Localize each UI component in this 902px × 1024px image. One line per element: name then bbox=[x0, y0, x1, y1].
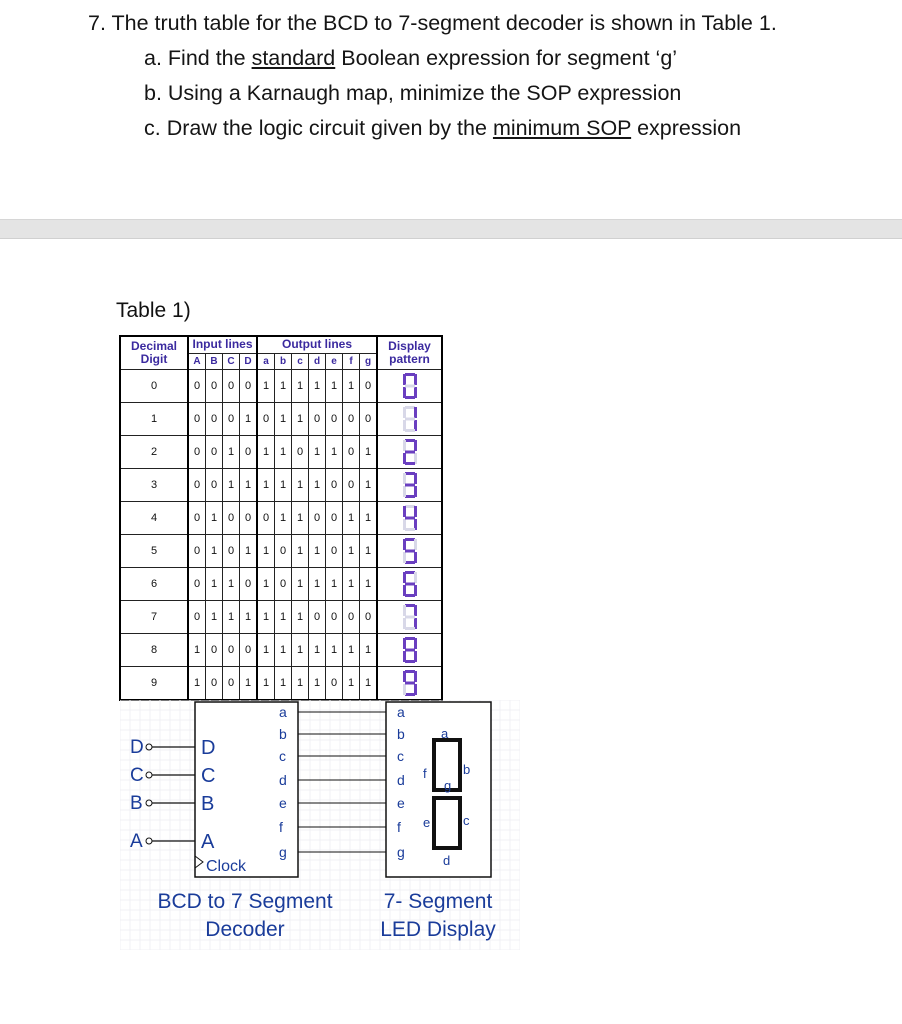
input-cell: 0 bbox=[223, 403, 240, 436]
segment-f bbox=[403, 671, 406, 682]
output-cell: 1 bbox=[326, 568, 343, 601]
decoder-output-label: a bbox=[279, 704, 287, 720]
display-pattern-cell bbox=[377, 568, 442, 601]
output-cell: 1 bbox=[257, 370, 275, 403]
segment-a bbox=[405, 670, 415, 673]
pattern-header: pattern bbox=[389, 352, 430, 366]
segment-label-f: f bbox=[423, 766, 427, 781]
input-header-c: C bbox=[223, 353, 240, 369]
segment-a bbox=[405, 538, 415, 541]
input-cell: 1 bbox=[223, 601, 240, 634]
segment-f bbox=[403, 572, 406, 583]
segment-b bbox=[414, 605, 417, 616]
segment-f bbox=[403, 506, 406, 517]
segment-d bbox=[405, 429, 415, 432]
output-cell: 1 bbox=[257, 568, 275, 601]
output-header-a: a bbox=[257, 353, 275, 369]
display-segment-lower bbox=[434, 798, 460, 848]
input-cell: 0 bbox=[206, 370, 223, 403]
decimal-digit-cell: 2 bbox=[120, 436, 188, 469]
section-divider bbox=[0, 219, 902, 239]
display-pattern-cell bbox=[377, 634, 442, 667]
segment-b bbox=[414, 440, 417, 451]
segment-d bbox=[405, 495, 415, 498]
input-pin-circle bbox=[146, 772, 152, 778]
input-cell: 0 bbox=[188, 535, 206, 568]
segment-label-b: b bbox=[463, 762, 471, 777]
display-pattern-cell bbox=[377, 502, 442, 535]
segment-f bbox=[403, 638, 406, 649]
input-cell: 1 bbox=[188, 667, 206, 701]
table-row bbox=[120, 601, 442, 634]
output-lines-header: Output lines bbox=[257, 336, 377, 353]
decoder-output-label: b bbox=[279, 726, 287, 742]
segment-b bbox=[414, 407, 417, 418]
decimal-header: Decimal bbox=[130, 339, 178, 353]
output-cell: 0 bbox=[343, 403, 360, 436]
decimal-digit-cell: 5 bbox=[120, 535, 188, 568]
display-input-label: e bbox=[397, 795, 405, 811]
clock-label: Clock bbox=[206, 858, 247, 875]
output-cell: 0 bbox=[326, 403, 343, 436]
segment-label-c: c bbox=[463, 813, 470, 828]
segment-d bbox=[405, 660, 415, 663]
question-part-a bbox=[88, 41, 777, 76]
segment-e bbox=[403, 684, 406, 695]
table-row bbox=[120, 568, 442, 601]
output-cell: 1 bbox=[309, 634, 326, 667]
output-cell: 1 bbox=[360, 667, 378, 701]
output-cell: 0 bbox=[360, 601, 378, 634]
output-cell: 0 bbox=[326, 469, 343, 502]
decoder-diagram-svg bbox=[120, 700, 520, 950]
input-cell: 0 bbox=[223, 634, 240, 667]
seven-segment-icon bbox=[403, 406, 417, 432]
segment-g bbox=[405, 649, 415, 652]
input-cell: 0 bbox=[188, 403, 206, 436]
display-input-label: d bbox=[397, 772, 405, 788]
output-cell: 1 bbox=[257, 601, 275, 634]
display-input-label: g bbox=[397, 844, 405, 860]
output-cell: 1 bbox=[292, 403, 309, 436]
segment-label-g: g bbox=[444, 778, 452, 793]
segment-a bbox=[405, 505, 415, 508]
seven-segment-icon bbox=[403, 571, 417, 597]
input-pin-label: D bbox=[130, 737, 144, 758]
output-cell: 1 bbox=[360, 634, 378, 667]
output-cell: 0 bbox=[309, 601, 326, 634]
input-cell: 1 bbox=[240, 535, 258, 568]
output-header-f: f bbox=[343, 353, 360, 369]
table-row bbox=[120, 634, 442, 667]
segment-f bbox=[403, 605, 406, 616]
output-cell: 1 bbox=[257, 436, 275, 469]
display-input-label: a bbox=[397, 704, 405, 720]
output-cell: 1 bbox=[275, 601, 292, 634]
decimal-digit-cell: 9 bbox=[120, 667, 188, 701]
output-cell: 1 bbox=[309, 535, 326, 568]
display-input-label: b bbox=[397, 726, 405, 742]
input-cell: 1 bbox=[240, 403, 258, 436]
output-cell: 1 bbox=[326, 370, 343, 403]
display-caption-line1: 7- Segment bbox=[383, 890, 493, 913]
decoder-caption-line2: Decoder bbox=[205, 918, 285, 941]
seven-segment-icon bbox=[403, 439, 417, 465]
segment-b bbox=[414, 539, 417, 550]
segment-a bbox=[405, 637, 415, 640]
segment-d bbox=[405, 396, 415, 399]
output-cell: 0 bbox=[257, 403, 275, 436]
segment-e bbox=[403, 486, 406, 497]
segment-a bbox=[405, 472, 415, 475]
table-row bbox=[120, 469, 442, 502]
input-cell: 0 bbox=[223, 667, 240, 701]
segment-b bbox=[414, 572, 417, 583]
input-pin-circle bbox=[146, 838, 152, 844]
output-cell: 1 bbox=[275, 634, 292, 667]
output-cell: 1 bbox=[343, 370, 360, 403]
decoder-output-label: f bbox=[279, 819, 283, 835]
output-cell: 1 bbox=[257, 634, 275, 667]
output-cell: 0 bbox=[360, 403, 378, 436]
output-cell: 1 bbox=[257, 535, 275, 568]
segment-e bbox=[403, 519, 406, 530]
segment-g bbox=[405, 550, 415, 553]
output-cell: 1 bbox=[309, 436, 326, 469]
input-cell: 1 bbox=[188, 634, 206, 667]
table-row bbox=[120, 370, 442, 403]
decoder-caption-line1: BCD to 7 Segment bbox=[157, 890, 333, 913]
segment-d bbox=[405, 594, 415, 597]
display-pattern-cell bbox=[377, 601, 442, 634]
output-cell: 1 bbox=[275, 502, 292, 535]
segment-g bbox=[405, 418, 415, 421]
output-cell: 1 bbox=[292, 502, 309, 535]
segment-e bbox=[403, 420, 406, 431]
output-cell: 1 bbox=[309, 370, 326, 403]
decimal-digit-cell: 8 bbox=[120, 634, 188, 667]
table-row bbox=[120, 436, 442, 469]
segment-f bbox=[403, 407, 406, 418]
digit-header: Digit bbox=[140, 352, 168, 366]
input-cell: 1 bbox=[223, 568, 240, 601]
display-pattern-cell bbox=[377, 403, 442, 436]
output-cell: 0 bbox=[343, 469, 360, 502]
output-cell: 1 bbox=[292, 370, 309, 403]
input-pin-label: A bbox=[130, 831, 143, 852]
output-cell: 1 bbox=[360, 469, 378, 502]
output-cell: 1 bbox=[275, 469, 292, 502]
seven-segment-icon bbox=[403, 637, 417, 663]
output-cell: 1 bbox=[360, 436, 378, 469]
part-c-prefix: c. Draw the logic circuit given by the bbox=[144, 116, 493, 140]
output-cell: 0 bbox=[360, 370, 378, 403]
output-cell: 0 bbox=[343, 601, 360, 634]
output-cell: 1 bbox=[292, 535, 309, 568]
output-cell: 1 bbox=[257, 469, 275, 502]
decimal-digit-header bbox=[120, 336, 188, 370]
decimal-digit-cell: 7 bbox=[120, 601, 188, 634]
input-header-a: A bbox=[188, 353, 206, 369]
output-cell: 1 bbox=[292, 601, 309, 634]
input-cell: 0 bbox=[240, 436, 258, 469]
output-cell: 0 bbox=[275, 535, 292, 568]
output-cell: 0 bbox=[343, 436, 360, 469]
output-header-d: d bbox=[309, 353, 326, 369]
input-cell: 0 bbox=[240, 634, 258, 667]
question-part-b: b. Using a Karnaugh map, minimize the SOP expression bbox=[144, 81, 682, 105]
segment-a bbox=[405, 604, 415, 607]
input-cell: 0 bbox=[223, 370, 240, 403]
input-cell: 0 bbox=[188, 568, 206, 601]
segment-label-a: a bbox=[441, 726, 449, 741]
segment-g bbox=[405, 616, 415, 619]
input-pin-label: C bbox=[130, 765, 144, 786]
output-cell: 1 bbox=[309, 469, 326, 502]
output-cell: 1 bbox=[275, 403, 292, 436]
segment-b bbox=[414, 506, 417, 517]
output-cell: 1 bbox=[343, 535, 360, 568]
input-lines-header: Input lines bbox=[188, 336, 257, 353]
input-cell: 0 bbox=[206, 436, 223, 469]
seven-segment-icon bbox=[403, 373, 417, 399]
output-cell: 1 bbox=[309, 568, 326, 601]
decoder-output-label: g bbox=[279, 844, 287, 860]
input-cell: 1 bbox=[206, 601, 223, 634]
display-pattern-cell bbox=[377, 469, 442, 502]
output-cell: 0 bbox=[309, 502, 326, 535]
segment-d bbox=[405, 693, 415, 696]
input-cell: 0 bbox=[188, 601, 206, 634]
decoder-input-label: D bbox=[201, 737, 216, 759]
output-cell: 1 bbox=[292, 469, 309, 502]
input-header-b: B bbox=[206, 353, 223, 369]
decoder-output-label: e bbox=[279, 795, 287, 811]
segment-f bbox=[403, 374, 406, 385]
segment-d bbox=[405, 627, 415, 630]
segment-d bbox=[405, 462, 415, 465]
segment-g bbox=[405, 484, 415, 487]
segment-e bbox=[403, 585, 406, 596]
segment-f bbox=[403, 440, 406, 451]
input-cell: 1 bbox=[240, 469, 258, 502]
display-pattern-header bbox=[377, 336, 442, 370]
seven-segment-icon bbox=[403, 604, 417, 630]
segment-a bbox=[405, 571, 415, 574]
decoder-input-label: A bbox=[201, 831, 215, 853]
output-header-e: e bbox=[326, 353, 343, 369]
segment-g bbox=[405, 682, 415, 685]
segment-b bbox=[414, 671, 417, 682]
segment-a bbox=[405, 406, 415, 409]
input-cell: 0 bbox=[240, 502, 258, 535]
table-row bbox=[120, 502, 442, 535]
input-pin-circle bbox=[146, 744, 152, 750]
seven-segment-icon bbox=[403, 505, 417, 531]
decoder-output-label: d bbox=[279, 772, 287, 788]
output-cell: 1 bbox=[360, 568, 378, 601]
part-c-underlined: minimum SOP bbox=[492, 116, 632, 140]
output-cell: 1 bbox=[309, 667, 326, 701]
segment-label-d: d bbox=[443, 853, 451, 868]
segment-a bbox=[405, 373, 415, 376]
table-row bbox=[120, 535, 442, 568]
decoder-input-label: C bbox=[201, 765, 216, 787]
output-cell: 1 bbox=[343, 634, 360, 667]
segment-e bbox=[403, 453, 406, 464]
input-cell: 0 bbox=[240, 370, 258, 403]
input-cell: 0 bbox=[188, 370, 206, 403]
output-cell: 0 bbox=[309, 403, 326, 436]
question-text bbox=[88, 6, 777, 146]
decimal-digit-cell: 3 bbox=[120, 469, 188, 502]
seven-segment-icon bbox=[403, 472, 417, 498]
input-cell: 1 bbox=[206, 535, 223, 568]
output-cell: 1 bbox=[360, 535, 378, 568]
segment-d bbox=[405, 561, 415, 564]
output-header-g: g bbox=[360, 353, 378, 369]
segment-e bbox=[403, 387, 406, 398]
input-cell: 0 bbox=[206, 634, 223, 667]
display-pattern-cell bbox=[377, 370, 442, 403]
output-cell: 1 bbox=[275, 667, 292, 701]
output-cell: 0 bbox=[326, 667, 343, 701]
seven-segment-icon bbox=[403, 538, 417, 564]
input-cell: 0 bbox=[188, 502, 206, 535]
display-pattern-cell bbox=[377, 535, 442, 568]
output-cell: 1 bbox=[292, 634, 309, 667]
output-cell: 0 bbox=[326, 535, 343, 568]
input-pin-circle bbox=[146, 800, 152, 806]
question-part-c bbox=[88, 111, 777, 146]
segment-g bbox=[405, 385, 415, 388]
display-caption-line2: LED Display bbox=[380, 918, 496, 941]
input-cell: 0 bbox=[206, 667, 223, 701]
segment-f bbox=[403, 473, 406, 484]
display-pattern-cell bbox=[377, 667, 442, 701]
decimal-digit-cell: 1 bbox=[120, 403, 188, 436]
input-cell: 1 bbox=[223, 469, 240, 502]
segment-e bbox=[403, 552, 406, 563]
segment-b bbox=[414, 638, 417, 649]
segment-f bbox=[403, 539, 406, 550]
decoder-input-label: B bbox=[201, 793, 215, 815]
input-cell: 0 bbox=[188, 436, 206, 469]
display-header: Display bbox=[388, 339, 431, 353]
output-header-b: b bbox=[275, 353, 292, 369]
table-caption: Table 1) bbox=[116, 299, 191, 322]
output-cell: 1 bbox=[275, 436, 292, 469]
output-header-c: c bbox=[292, 353, 309, 369]
display-input-label: f bbox=[397, 819, 401, 835]
output-cell: 1 bbox=[257, 667, 275, 701]
output-cell: 0 bbox=[257, 502, 275, 535]
output-cell: 1 bbox=[343, 568, 360, 601]
part-a-underlined: standard bbox=[251, 46, 336, 70]
output-cell: 1 bbox=[343, 667, 360, 701]
part-a-prefix: a. Find the bbox=[144, 46, 252, 70]
question-line-1: 7. The truth table for the BCD to 7-segment decoder is shown in Table 1. bbox=[88, 11, 777, 35]
table-row bbox=[120, 667, 442, 701]
header-row bbox=[120, 336, 442, 353]
input-cell: 1 bbox=[240, 601, 258, 634]
output-cell: 0 bbox=[292, 436, 309, 469]
display-pattern-cell bbox=[377, 436, 442, 469]
input-cell: 0 bbox=[223, 535, 240, 568]
segment-b bbox=[414, 374, 417, 385]
seven-segment-icon bbox=[403, 670, 417, 696]
segment-g bbox=[405, 583, 415, 586]
segment-g bbox=[405, 517, 415, 520]
input-cell: 1 bbox=[223, 436, 240, 469]
truth-table bbox=[119, 335, 443, 701]
output-cell: 1 bbox=[343, 502, 360, 535]
segment-a bbox=[405, 439, 415, 442]
decimal-digit-cell: 4 bbox=[120, 502, 188, 535]
segment-e bbox=[403, 618, 406, 629]
display-input-label: c bbox=[397, 748, 404, 764]
input-cell: 1 bbox=[240, 667, 258, 701]
part-a-suffix: Boolean expression for segment ‘g’ bbox=[335, 46, 678, 70]
decoder-diagram bbox=[120, 700, 520, 950]
input-header-d: D bbox=[240, 353, 258, 369]
output-cell: 1 bbox=[326, 436, 343, 469]
input-cell: 1 bbox=[206, 502, 223, 535]
decimal-digit-cell: 6 bbox=[120, 568, 188, 601]
output-cell: 0 bbox=[326, 601, 343, 634]
output-cell: 1 bbox=[275, 370, 292, 403]
segment-label-e: e bbox=[423, 815, 431, 830]
part-c-suffix: expression bbox=[631, 116, 742, 140]
segment-d bbox=[405, 528, 415, 531]
output-cell: 1 bbox=[292, 568, 309, 601]
input-pin-label: B bbox=[130, 793, 143, 814]
input-cell: 0 bbox=[188, 469, 206, 502]
decoder-output-label: c bbox=[279, 748, 286, 764]
decimal-digit-cell: 0 bbox=[120, 370, 188, 403]
output-cell: 1 bbox=[292, 667, 309, 701]
segment-g bbox=[405, 451, 415, 454]
output-cell: 0 bbox=[326, 502, 343, 535]
output-cell: 0 bbox=[275, 568, 292, 601]
segment-b bbox=[414, 473, 417, 484]
segment-e bbox=[403, 651, 406, 662]
output-cell: 1 bbox=[326, 634, 343, 667]
input-cell: 0 bbox=[240, 568, 258, 601]
output-cell: 1 bbox=[360, 502, 378, 535]
input-cell: 0 bbox=[206, 403, 223, 436]
input-cell: 0 bbox=[206, 469, 223, 502]
input-cell: 1 bbox=[206, 568, 223, 601]
table-row bbox=[120, 403, 442, 436]
input-cell: 0 bbox=[223, 502, 240, 535]
